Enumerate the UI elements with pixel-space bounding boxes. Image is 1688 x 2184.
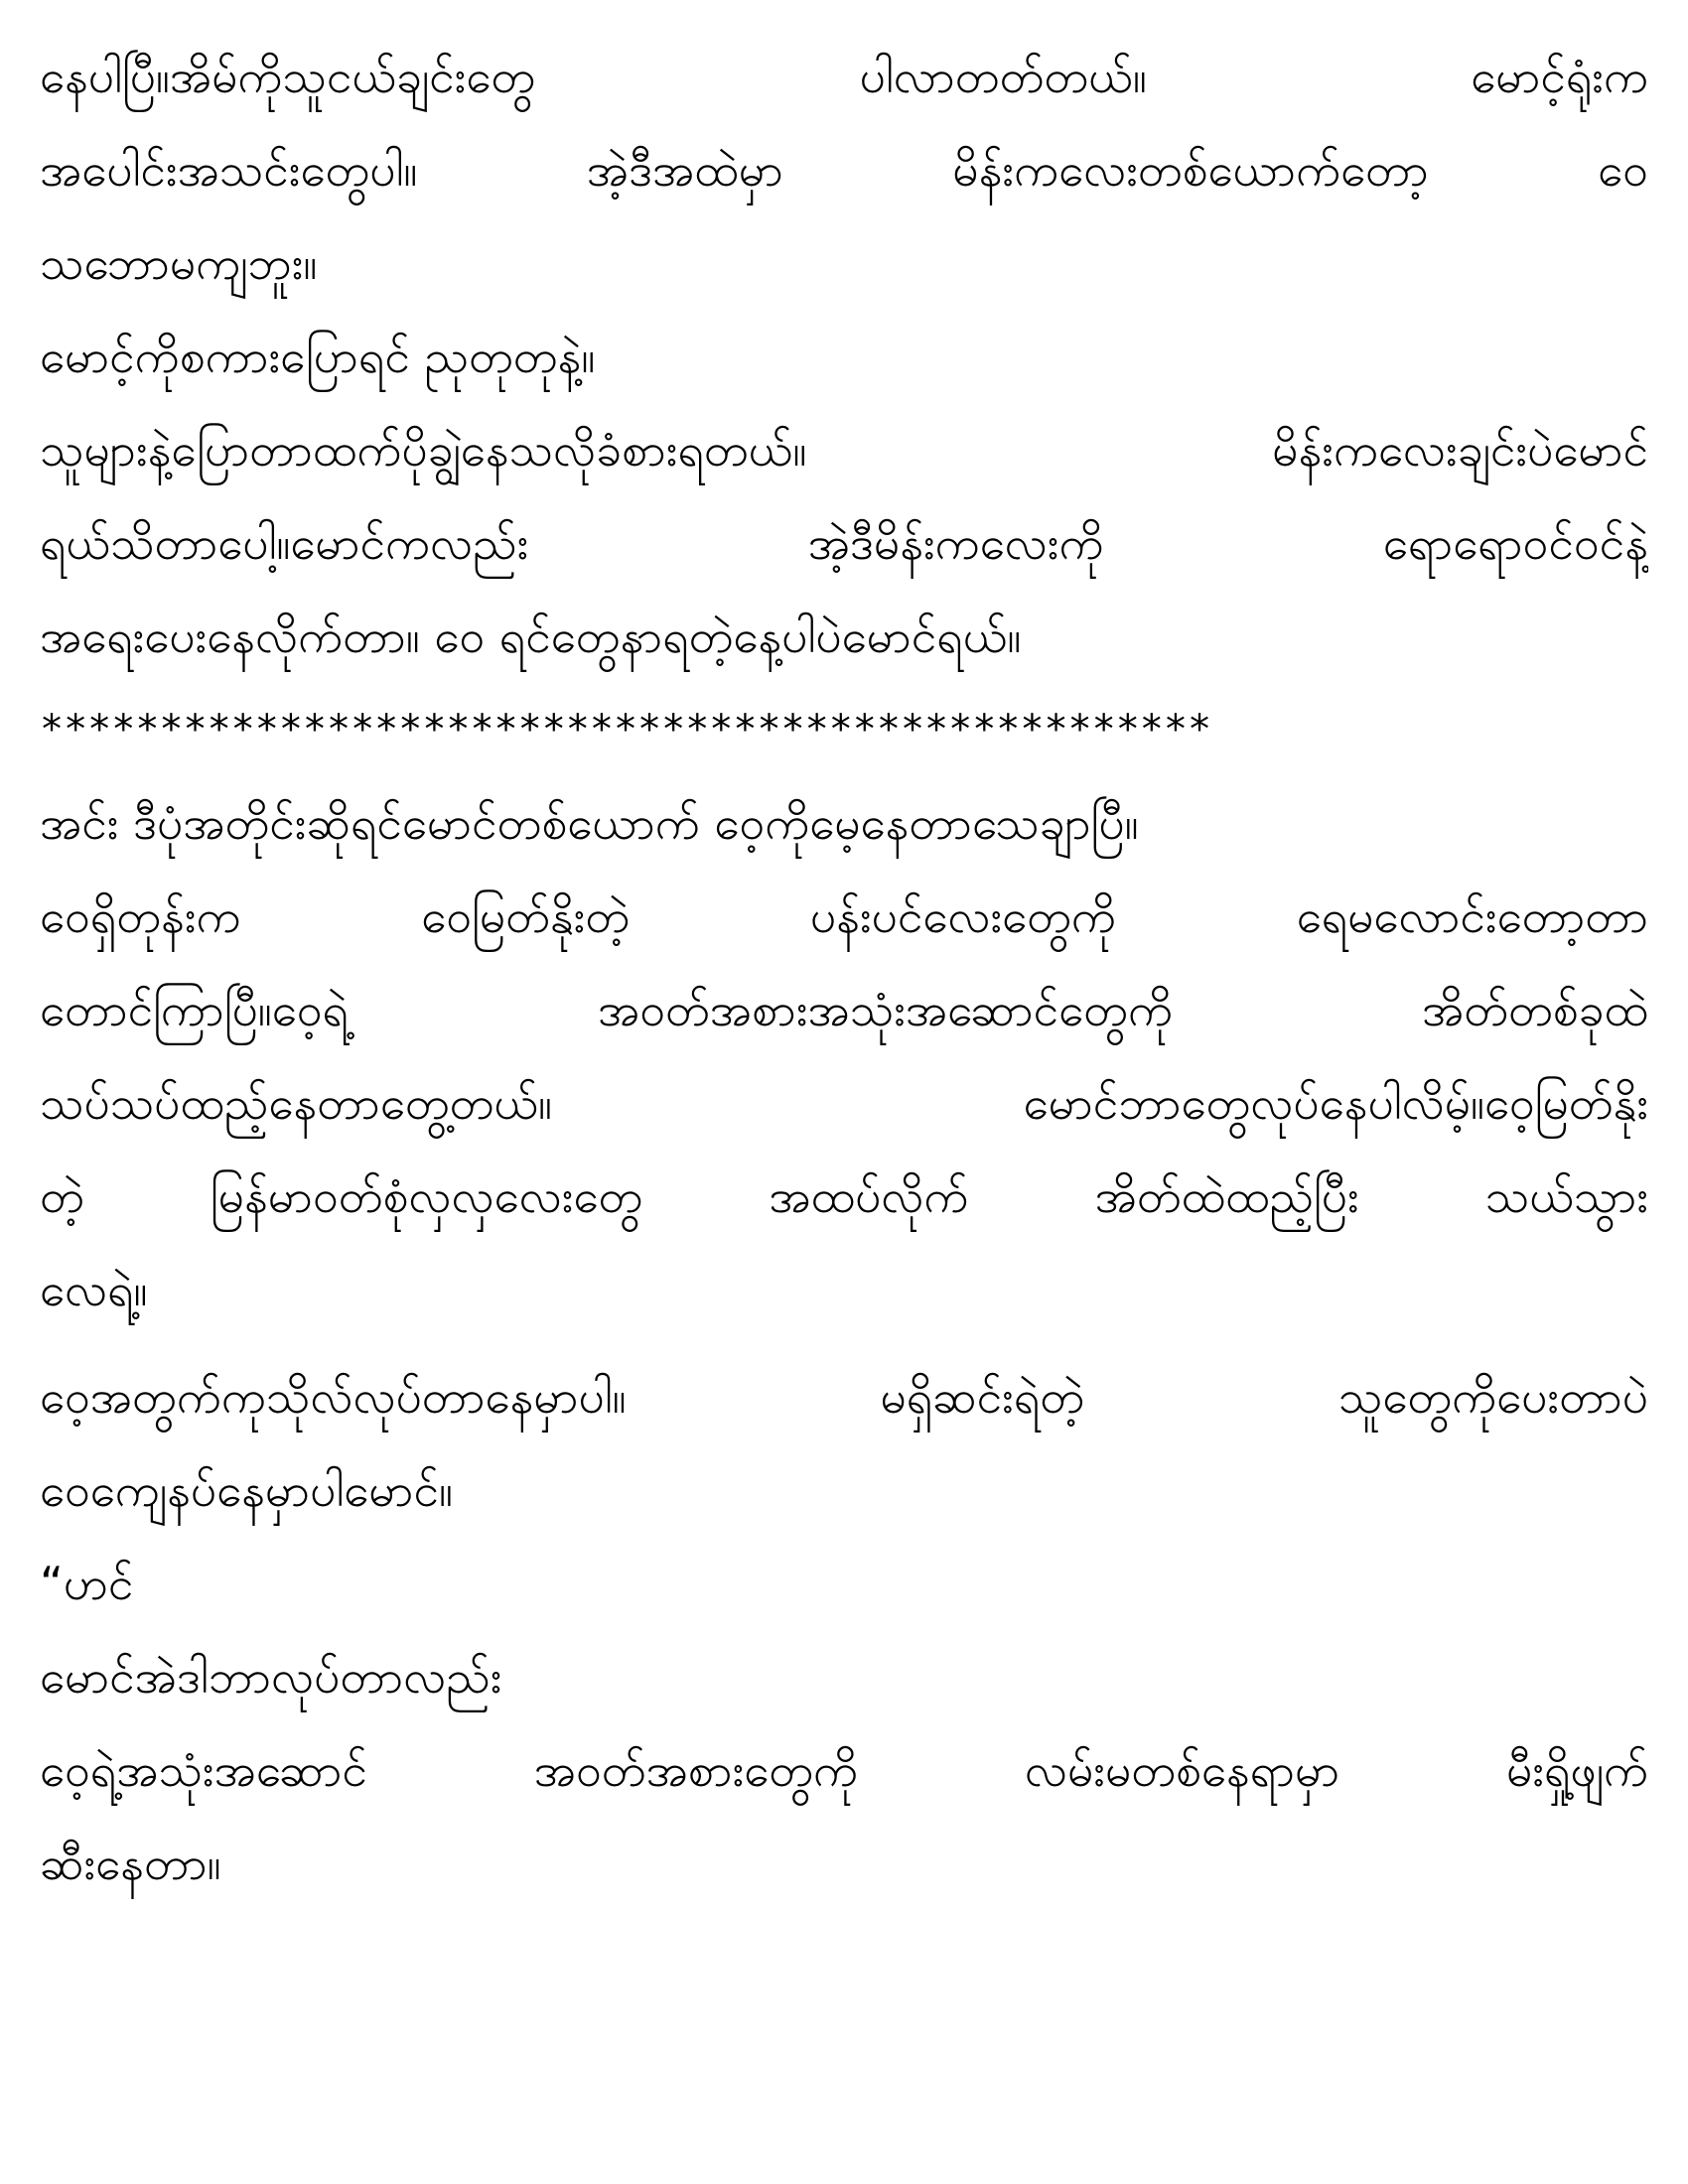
text-line-15: ဝေ့အတွက်ကုသိုလ်လုပ်တာနေမှာပါ။ မရှိဆင်းရဲတဲ့ သူတွေကိုပေးတာပဲ bbox=[40, 1370, 1648, 1424]
text-line-12: သပ်သပ်ထည့်နေတာတွေ့တယ်။ မောင်ဘာတွေလုပ်နေပါလိမ့်။ဝေ့မြတ်နိုး bbox=[40, 1076, 1648, 1130]
document-page bbox=[40, 30, 1648, 1910]
text-line-5: သူများနဲ့ပြောတာထက်ပိုချွဲနေသလိုခံစားရတယ်။ မိန်းကလေးချင်းပဲမောင် bbox=[40, 423, 1648, 477]
text-line-18: မောင်အဲဒါဘာလုပ်တာလည်း bbox=[40, 1650, 502, 1704]
text-line-2: အပေါင်းအသင်းတွေပါ။ အဲ့ဒီအထဲမှာ မိန်းကလေးတစ်ယောက်တော့ ဝေ bbox=[40, 143, 1648, 197]
text-line-6: ရယ်သိတာပေါ့။မောင်ကလည်း အဲ့ဒီမိန်းကလေးကို ရောရောဝင်ဝင်နဲ့ bbox=[40, 516, 1648, 570]
text-line-9: အင်း ဒီပုံအတိုင်းဆိုရင်မောင်တစ်ယောက် ဝေ့ကိုမေ့နေတာသေချာပြီ။ bbox=[40, 796, 1139, 850]
text-line-13: တဲ့ မြန်မာဝတ်စုံလှလှလေးတွေ အထပ်လိုက် အိတ်ထဲထည့်ပြီး သယ်သွား bbox=[40, 1169, 1648, 1223]
text-line-14: လေရဲ့။ bbox=[40, 1263, 148, 1316]
text-line-11: တောင်ကြာပြီ။ဝေ့ရဲ့ အဝတ်အစားအသုံးအဆောင်တွေကို အိတ်တစ်ခုထဲ bbox=[40, 983, 1648, 1036]
text-line-1: နေပါပြီ။အိမ်ကိုသူငယ်ချင်းတွေ ပါလာတတ်တယ်။ မောင့်ရုံးက bbox=[40, 50, 1648, 103]
section-divider: ************************************************* bbox=[40, 707, 1212, 752]
paragraph-gap bbox=[40, 1336, 1648, 1350]
text-line-20: ဆီးနေတာ။ bbox=[40, 1837, 221, 1890]
text-line-4: မောင့်ကိုစကားပြောရင် ညုတုတုနဲ့။ bbox=[40, 330, 596, 383]
text-line-7: အရေးပေးနေလိုက်တာ။ ဝေ ရင်တွေနာရတဲ့နေ့ပါပဲမောင်ရယ်။ bbox=[40, 610, 1022, 663]
text-line-19: ဝေ့ရဲ့အသုံးအဆောင် အဝတ်အစားတွေကို လမ်းမတစ်နေရာမှာ မီးရှို့ဖျက် bbox=[40, 1743, 1648, 1797]
text-line-3: သဘောမကျဘူး။ bbox=[40, 236, 318, 290]
text-line-16: ဝေကျေနပ်နေမှာပါမောင်။ bbox=[40, 1463, 453, 1517]
text-line-10: ဝေရှိတုန်းက ဝေမြတ်နိုးတဲ့ ပန်းပင်လေးတွေကို ရေမလောင်းတော့တာ bbox=[40, 889, 1648, 943]
text-line-17: “ဟင် bbox=[40, 1557, 134, 1610]
